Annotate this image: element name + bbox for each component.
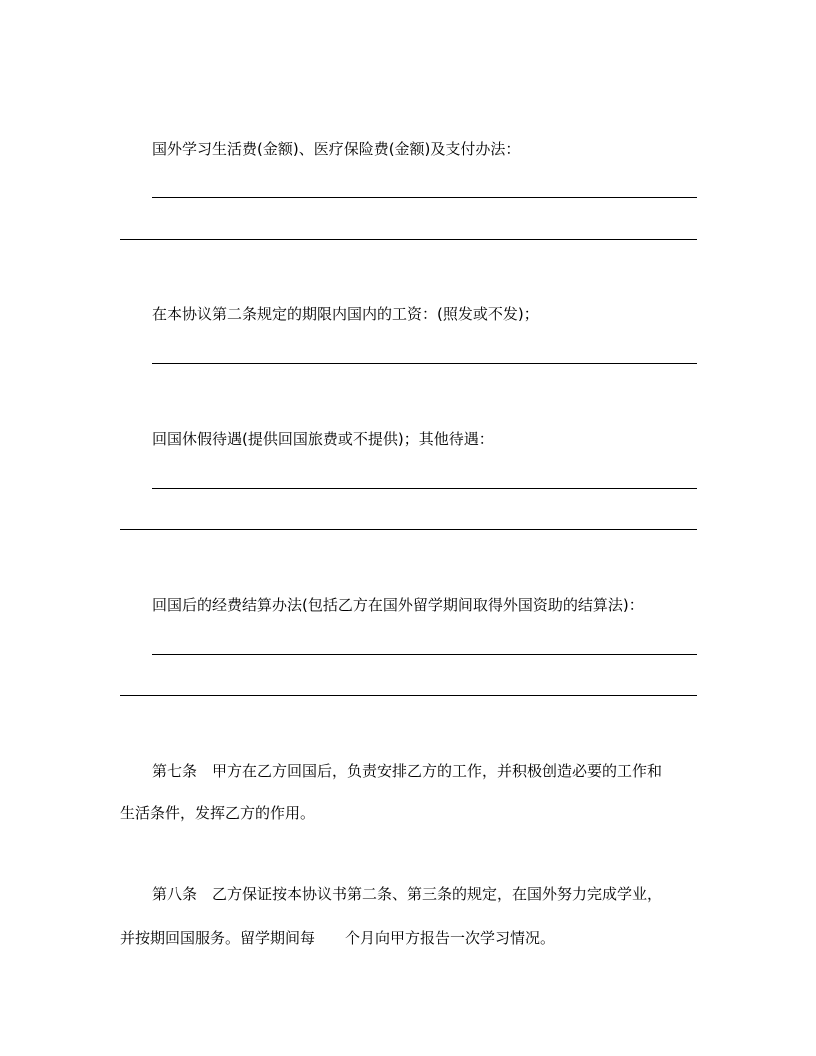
article-8-line-1: 第八条 乙方保证按本协议书第二条、第三条的规定，在国外努力完成学业， <box>152 885 663 903</box>
blank-line <box>152 363 697 364</box>
item-settlement: 回国后的经费结算办法(包括乙方在国外留学期间取得外国资助的结算法)： <box>152 596 644 614</box>
item-domestic-salary: 在本协议第二条规定的期限内国内的工资：(照发或不发)； <box>152 305 539 323</box>
blank-line <box>120 529 697 530</box>
item-living-expenses: 国外学习生活费(金额)、医疗保险费(金额)及支付办法： <box>152 140 521 158</box>
blank-line <box>152 654 697 655</box>
blank-line <box>152 197 697 198</box>
item-home-leave: 回国休假待遇(提供回国旅费或不提供)；其他待遇： <box>152 430 494 448</box>
article-7-line-1: 第七条 甲方在乙方回国后，负责安排乙方的工作，并积极创造必要的工作和 <box>152 762 663 780</box>
article-8-line-2: 并按期回国服务。留学期间每 个月向甲方报告一次学习情况。 <box>120 929 556 947</box>
blank-line <box>152 488 697 489</box>
article-7-line-2: 生活条件，发挥乙方的作用。 <box>120 804 316 822</box>
blank-line <box>120 239 697 240</box>
blank-line <box>120 695 697 696</box>
